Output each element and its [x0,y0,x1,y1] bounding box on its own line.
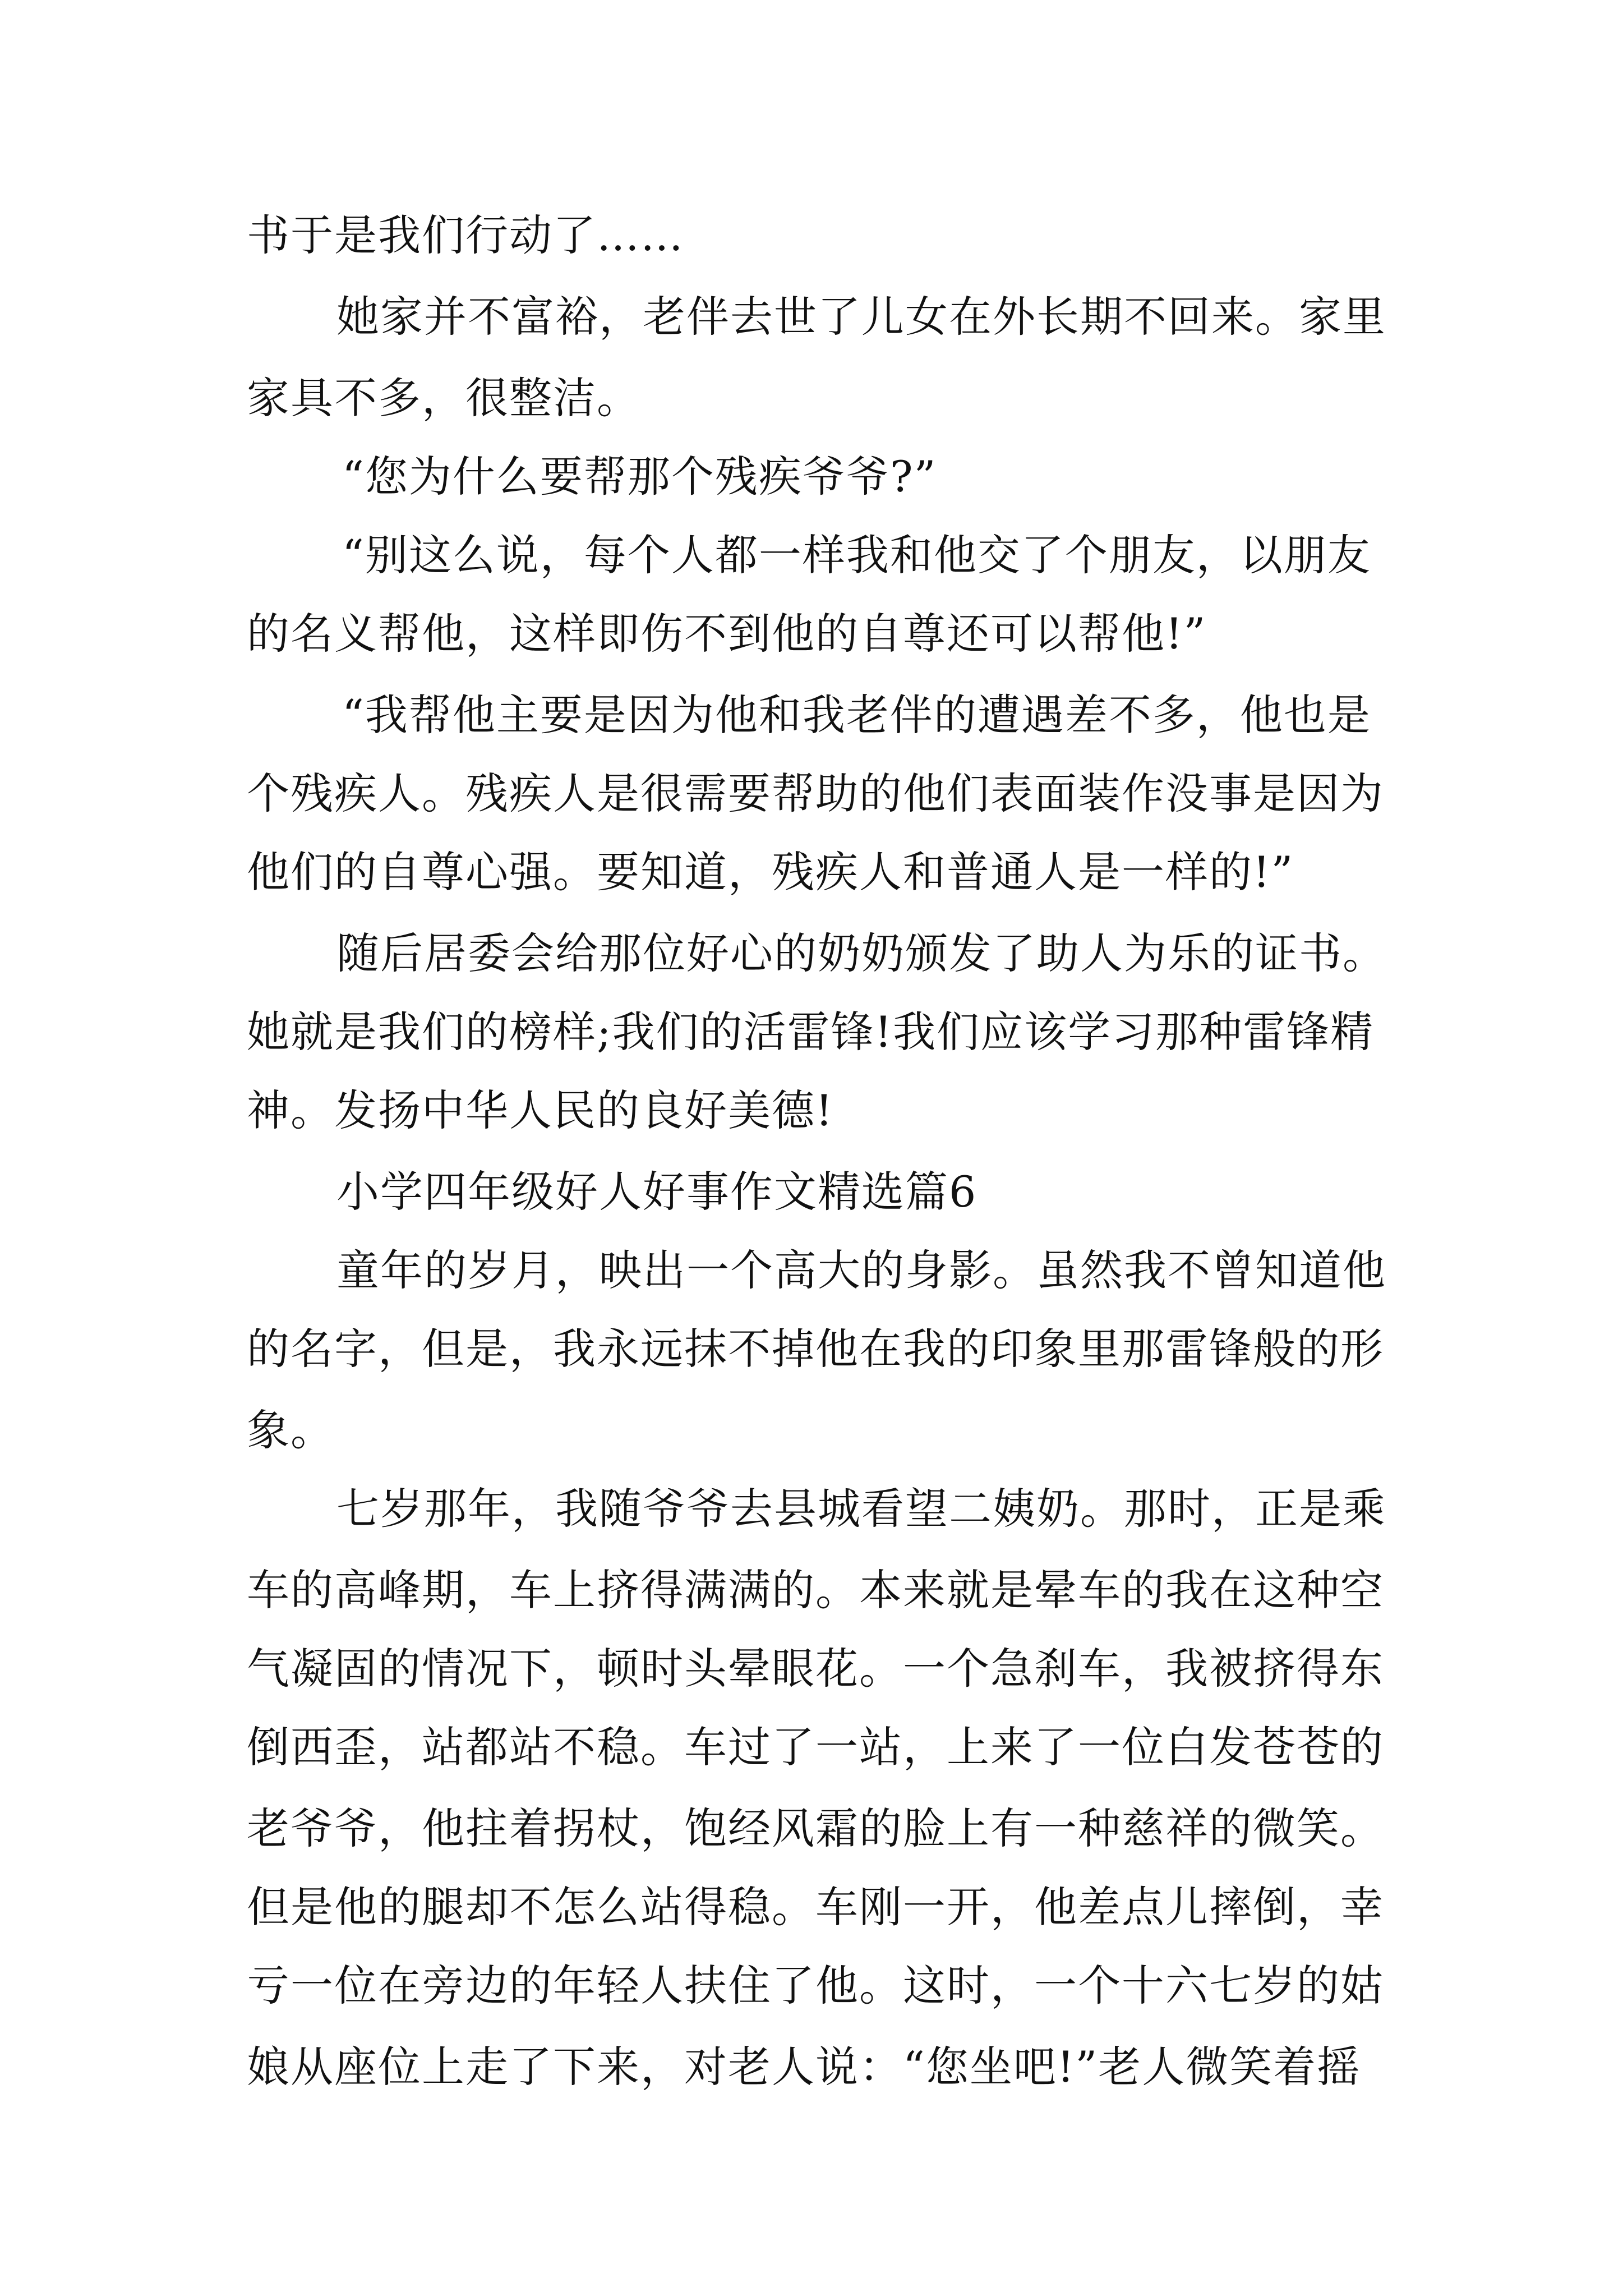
text-line: 的名字，但是，我永远抹不掉他在我的印象里那雷锋般的形 [247,1324,1384,1374]
text-line: 车的高峰期，车上挤得满满的。本来就是晕车的我在这种空 [247,1565,1384,1615]
text-line: 倒西歪，站都站不稳。车过了一站，上来了一位白发苍苍的 [247,1722,1384,1772]
text-line: “别这么说，每个人都一样我和他交了个朋友，以朋友 [342,530,1371,580]
text-line: “我帮他主要是因为他和我老伴的遭遇差不多，他也是 [342,690,1371,740]
text-line: 随后居委会给那位好心的奶奶颁发了助人为乐的证书。 [336,928,1386,978]
text-line: 但是他的腿却不怎么站得稳。车刚一开，他差点儿摔倒，幸 [247,1882,1384,1932]
text-line: 气凝固的情况下，顿时头晕眼花。一个急刹车，我被挤得东 [247,1644,1384,1694]
text-line: 个残疾人。残疾人是很需要帮助的他们表面装作没事是因为 [247,769,1384,818]
text-line: 神。发扬中华人民的良好美德! [247,1085,834,1135]
text-line: 的名义帮他，这样即伤不到他的自尊还可以帮他!” [247,609,1207,659]
section-heading: 小学四年级好人好事作文精选篇6 [336,1167,978,1217]
text-line: 书于是我们行动了…… [247,210,684,260]
text-line: 七岁那年，我随爷爷去县城看望二姨奶。那时，正是乘 [336,1484,1386,1534]
text-line: 童年的岁月，映出一个高大的身影。虽然我不曾知道他 [336,1245,1386,1295]
text-line: 他们的自尊心强。要知道，残疾人和普通人是一样的!” [247,847,1294,897]
text-line: 家具不多，很整洁。 [247,373,640,423]
text-line: 亏一位在旁边的年轻人扶住了他。这时，一个十六七岁的姑 [247,1961,1384,2010]
text-line: 老爷爷，他拄着拐杖，饱经风霜的脸上有一种慈祥的微笑。 [247,1803,1384,1853]
text-line: 她就是我们的榜样;我们的活雷锋!我们应该学习那种雷锋精 [247,1007,1375,1057]
text-line: 她家并不富裕，老伴去世了儿女在外长期不回来。家里 [336,292,1386,342]
text-line: “您为什么要帮那个残疾爷爷?” [342,452,937,501]
text-line: 象。 [247,1405,334,1455]
text-line: 娘从座位上走了下来，对老人说：“您坐吧!”老人微笑着摇 [247,2042,1361,2092]
